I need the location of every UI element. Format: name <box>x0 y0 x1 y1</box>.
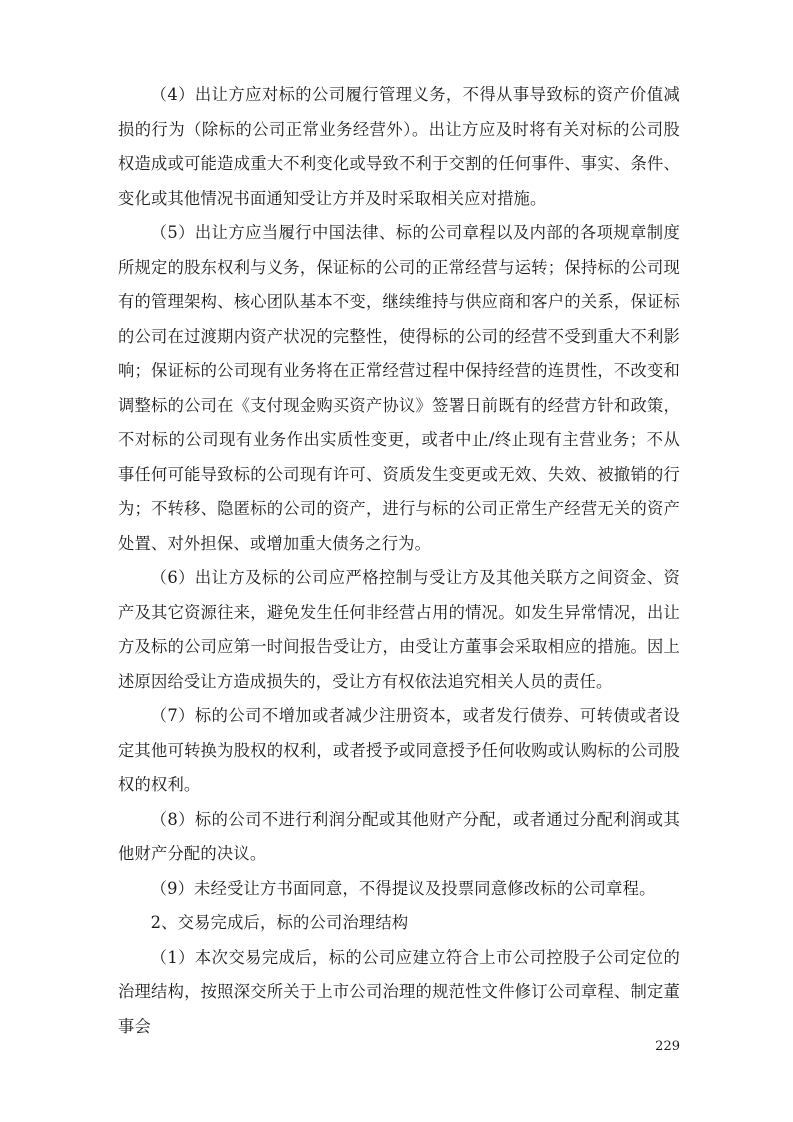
page-number: 229 <box>655 1039 680 1054</box>
paragraph: （7）标的公司不增加或者减少注册资本，或者发行债券、可转债或者设定其他可转换为股权的权利，或者授予或同意授予任何收购或认购标的公司股权的权利。 <box>118 706 680 794</box>
paragraph: （1）本次交易完成后，标的公司应建立符合上市公司控股子公司定位的治理结构，按照深交所关于上市公司治理的规范性文件修订公司章程、制定董事会 <box>118 947 680 1036</box>
paragraph: （8）标的公司不进行利润分配或其他财产分配，或者通过分配利润或其他财产分配的决议。 <box>118 809 680 863</box>
paragraph: （9）未经受让方书面同意，不得提议及投票同意修改标的公司章程。 <box>150 878 656 898</box>
document-body <box>118 78 680 1044</box>
paragraph: 2、交易完成后，标的公司治理结构 <box>150 913 409 932</box>
paragraph: （4）出让方应对标的公司履行管理义务，不得从事导致标的资产价值减损的行为（除标的公司正常业务经营外）。出让方应及时将有关对标的公司股权造成或可能造成重大不利变化或导致不利于交割的任何事件、事实、条件、变化或其他情况书面通知受让方并及时采取相关应对措施。 <box>118 85 680 208</box>
paragraph: （5）出让方应当履行中国法律、标的公司章程以及内部的各项规章制度所规定的股东权利与义务，保证标的公司的正常经营与运转；保持标的公司现有的管理架构、核心团队基本不变，继续维持与供应商和客户的关系，保证标的公司在过渡期内资产状况的完整性，使得标的公司的经营不受到重大不利影响；保证标的公司现有业务将在正常经营过程中保持经营的连贯性，不改变和调整标的公司在《支付现金购买资产协议》签署日前既有的经营方针和政策，不对标的公司现有业务作出实质性变更，或者中止/终止现有主营业务；不从事任何可能导致标的公司现有许可、资质发生变更或无效、失效、被撤销的行为；不转移、隐匿标的公司的资产，进行与标的公司正常生产经营无关的资产处置、对外担保、或增加重大债务之行为。 <box>118 223 680 553</box>
paragraph: （6）出让方及标的公司应严格控制与受让方及其他关联方之间资金、资产及其它资源往来，避免发生任何非经营占用的情况。如发生异常情况，出让方及标的公司应第一时间报告受让方，由受让方董事会采取相应的措施。因上述原因给受让方造成损失的，受让方有权依法追究相关人员的责任。 <box>118 568 680 691</box>
